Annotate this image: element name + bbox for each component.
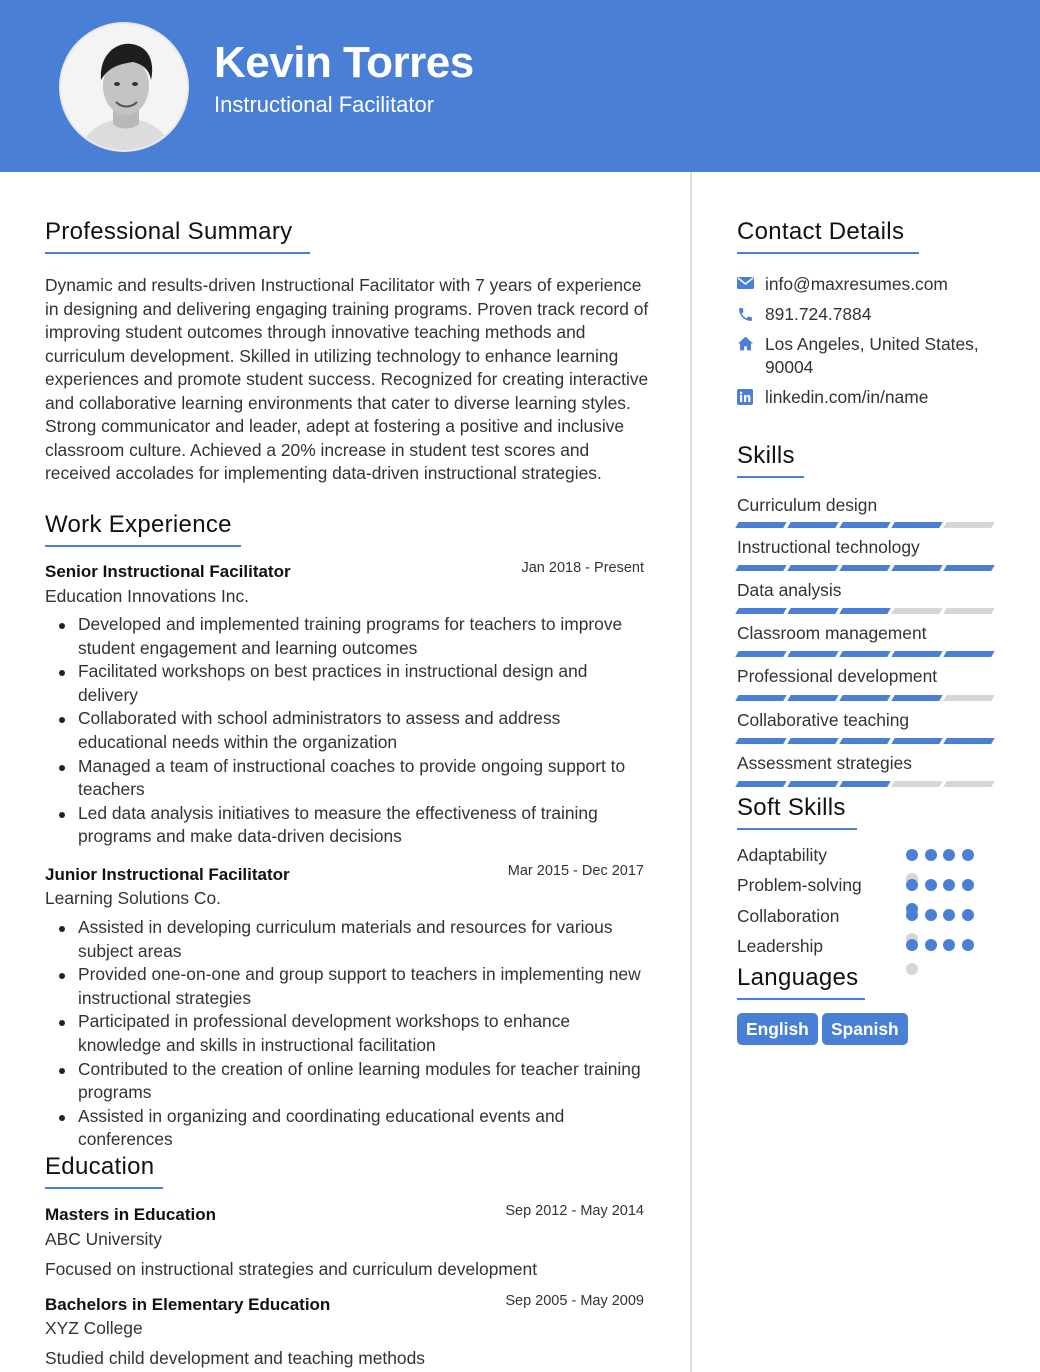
school-name: XYZ College xyxy=(45,1318,143,1338)
email-text: info@maxresumes.com xyxy=(765,274,948,294)
job-date: Mar 2015 - Dec 2017 xyxy=(507,863,644,879)
skill-level-filled xyxy=(735,695,786,701)
skill-level-filled xyxy=(735,565,786,571)
summary-heading: Professional Summary xyxy=(45,218,293,245)
contact-heading-underline xyxy=(737,252,919,254)
skill-level-filled xyxy=(787,651,838,657)
skill-level-filled xyxy=(735,608,786,614)
contact-phone[interactable] xyxy=(737,303,997,326)
summary-text: Dynamic and results-driven Instructional Facilitator with 7 years of experience in designing and delivering engaging training programs. Proven track record of improving student outcomes through innovative teaching methods and curriculum development. Skilled in utilizing technology to enhance learning experiences and promote student success. Recognized for creating interactive and collaborative learning environments that cater to diverse learning styles. Strong communicator and leader, adept at fostering a positive and inclusive classroom culture. Achieved a 20% increase in student test scores and received accolades for implementing data-driven instructional strategies. xyxy=(45,275,649,483)
soft-skills-heading-underline xyxy=(737,828,857,830)
skill-level-filled xyxy=(943,651,994,657)
column-divider xyxy=(690,172,692,1372)
soft-skill-label: Collaboration xyxy=(737,906,840,926)
skill-meter xyxy=(737,651,993,657)
phone-text: 891.724.7884 xyxy=(765,304,872,324)
job-bullet: Participated in professional development workshops to enhance knowledge and skills in instructional facilitation xyxy=(45,1010,650,1057)
job-organization: Education Innovations Inc. xyxy=(45,586,249,606)
skill-meter xyxy=(737,738,993,744)
skill-label: Collaborative teaching xyxy=(737,710,910,730)
skill-level-filled xyxy=(839,565,890,571)
soft-skill-label: Problem-solving xyxy=(737,875,862,895)
work-heading: Work Experience xyxy=(45,511,232,538)
education-heading-underline xyxy=(45,1187,163,1189)
person-portrait-icon xyxy=(61,24,189,152)
skill-meter xyxy=(737,565,993,571)
skill-level-filled xyxy=(943,565,994,571)
skill-level-filled xyxy=(787,522,838,528)
skill-level-filled xyxy=(787,565,838,571)
skill-level-filled xyxy=(891,651,942,657)
language-badge: Spanish xyxy=(822,1013,908,1045)
job-bullet: Assisted in developing curriculum materials and resources for various subject areas xyxy=(45,916,650,963)
degree-title: Bachelors in Elementary Education xyxy=(45,1295,331,1314)
skill-label: Assessment strategies xyxy=(737,753,912,773)
language-badge: English xyxy=(737,1013,818,1045)
skill-level-empty xyxy=(891,781,942,787)
skill-level-filled xyxy=(839,781,890,787)
skill-level-filled xyxy=(787,608,838,614)
job-bullet: Contributed to the creation of online learning modules for teacher training programs xyxy=(45,1058,650,1105)
skill-label: Curriculum design xyxy=(737,495,878,515)
skill-level-filled xyxy=(839,695,890,701)
rating-dot-filled xyxy=(925,849,937,861)
job-title: Senior Instructional Facilitator xyxy=(45,562,291,581)
rating-dot-filled xyxy=(925,939,937,951)
job-bullet: Facilitated workshops on best practices in instructional design and delivery xyxy=(45,660,650,707)
languages-heading: Languages xyxy=(737,964,859,991)
linkedin-text: linkedin.com/in/name xyxy=(765,387,929,407)
rating-dot-filled xyxy=(943,849,955,861)
job-bullet: Led data analysis initiatives to measure the effectiveness of training programs and make data-driven decisions xyxy=(45,802,650,849)
candidate-title: Instructional Facilitator xyxy=(214,92,435,117)
skill-level-filled xyxy=(891,695,942,701)
education-description: Focused on instructional strategies and curriculum development xyxy=(45,1259,538,1279)
job-organization: Learning Solutions Co. xyxy=(45,888,221,908)
skills-heading-underline xyxy=(737,476,804,478)
skill-meter xyxy=(737,522,993,528)
skill-level-empty xyxy=(943,781,994,787)
skill-meter xyxy=(737,781,993,787)
rating-dot-filled xyxy=(943,939,955,951)
skill-level-filled xyxy=(839,608,890,614)
education-description: Studied child development and teaching methods xyxy=(45,1348,425,1368)
skill-label: Data analysis xyxy=(737,580,842,600)
skill-level-filled xyxy=(735,522,786,528)
rating-dot-filled xyxy=(962,909,974,921)
skill-level-filled xyxy=(891,738,942,744)
rating-dot-filled xyxy=(962,939,974,951)
phone-icon xyxy=(737,306,754,323)
rating-dot-empty xyxy=(906,963,918,975)
school-name: ABC University xyxy=(45,1229,162,1249)
contact-linkedin[interactable] xyxy=(737,386,997,409)
skill-level-filled xyxy=(891,522,942,528)
soft-skills-heading: Soft Skills xyxy=(737,794,846,821)
skill-level-filled xyxy=(735,781,786,787)
rating-dot-filled xyxy=(925,909,937,921)
rating-dot-filled xyxy=(906,879,918,891)
skill-level-empty xyxy=(891,608,942,614)
soft-skill-label: Adaptability xyxy=(737,845,827,865)
home-icon xyxy=(737,336,754,351)
skill-level-filled xyxy=(839,651,890,657)
skills-heading: Skills xyxy=(737,442,795,469)
skill-meter xyxy=(737,695,993,701)
education-date: Sep 2005 - May 2009 xyxy=(505,1293,644,1309)
job-bullet: Collaborated with school administrators to assess and address educational needs within the organization xyxy=(45,707,650,754)
rating-dot-filled xyxy=(962,849,974,861)
skill-level-filled xyxy=(787,781,838,787)
languages-heading-underline xyxy=(737,998,865,1000)
skill-level-filled xyxy=(787,738,838,744)
candidate-name: Kevin Torres xyxy=(214,38,474,87)
skill-level-empty xyxy=(943,522,994,528)
job-bullets xyxy=(45,613,650,849)
skill-level-filled xyxy=(891,565,942,571)
skill-level-filled xyxy=(735,651,786,657)
rating-dot-filled xyxy=(943,909,955,921)
rating-dot-filled xyxy=(943,879,955,891)
rating-dot-filled xyxy=(925,879,937,891)
skill-label: Classroom management xyxy=(737,623,927,643)
skill-meter xyxy=(737,608,993,614)
education-date: Sep 2012 - May 2014 xyxy=(505,1203,644,1219)
address-text: Los Angeles, United States, 90004 xyxy=(765,334,979,377)
resume-header xyxy=(0,0,1040,172)
skill-level-empty xyxy=(943,608,994,614)
education-heading: Education xyxy=(45,1153,155,1180)
skill-level-filled xyxy=(943,738,994,744)
skill-level-filled xyxy=(839,522,890,528)
skill-level-filled xyxy=(735,738,786,744)
contact-heading: Contact Details xyxy=(737,218,905,245)
job-bullet: Assisted in organizing and coordinating educational events and conferences xyxy=(45,1105,650,1152)
job-bullet: Managed a team of instructional coaches to provide ongoing support to teachers xyxy=(45,755,650,802)
envelope-icon xyxy=(737,276,754,290)
skill-label: Instructional technology xyxy=(737,537,920,557)
job-date: Jan 2018 - Present xyxy=(521,560,644,576)
rating-dot-filled xyxy=(962,879,974,891)
contact-address xyxy=(737,333,997,379)
skill-level-filled xyxy=(787,695,838,701)
contact-email[interactable] xyxy=(737,273,997,296)
job-bullet: Provided one-on-one and group support to teachers in implementing new instructional strategies xyxy=(45,963,650,1010)
degree-title: Masters in Education xyxy=(45,1205,216,1224)
skill-level-filled xyxy=(839,738,890,744)
soft-skill-label: Leadership xyxy=(737,936,824,956)
job-bullet: Developed and implemented training programs for teachers to improve student engagement and learning outcomes xyxy=(45,613,650,660)
rating-dot-filled xyxy=(906,939,918,951)
linkedin-icon xyxy=(737,389,753,405)
skill-level-empty xyxy=(943,695,994,701)
work-heading-underline xyxy=(45,545,241,547)
rating-dot-filled xyxy=(906,849,918,861)
profile-photo xyxy=(59,22,189,152)
rating-dot-filled xyxy=(906,909,918,921)
job-title: Junior Instructional Facilitator xyxy=(45,865,290,884)
job-bullets xyxy=(45,916,650,1152)
summary-heading-underline xyxy=(45,252,310,254)
skill-label: Professional development xyxy=(737,666,938,686)
